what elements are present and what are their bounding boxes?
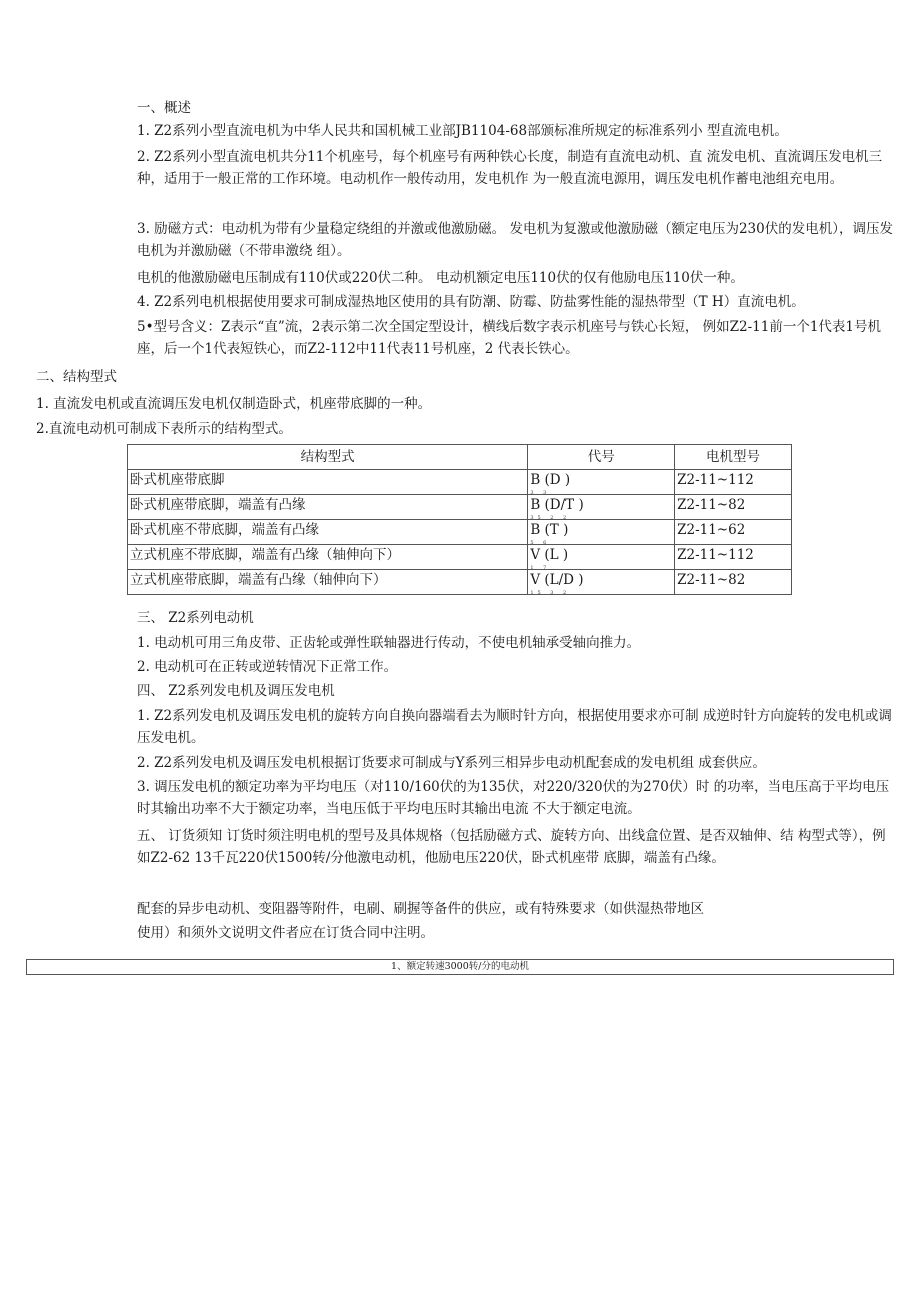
header-form: 结构型式 — [128, 445, 528, 470]
code-subscript: 3 3 — [530, 490, 551, 496]
section1-note: 电机的他激励磁电压制成有110伏或220伏二种。 电动机额定电压110伏的仅有他励电压110伏一种。 — [137, 270, 744, 286]
table-row — [128, 495, 792, 520]
code-subscript: 15 3 2 — [530, 590, 571, 596]
section2-item1: 1. 直流发电机或直流调压发电机仅制造卧式，机座带底脚的一种。 — [36, 396, 432, 412]
section4-heading: 四、 Z2系列发电机及调压发电机 — [137, 683, 335, 699]
cell-form: 卧式机座带底脚 — [128, 470, 528, 495]
cell-model: Z2-11~82 — [675, 570, 792, 595]
section1-item2: 2. Z2系列小型直流电机共分11个机座号，每个机座号有两种铁心长度，制造有直流电动机、直 流发电机、直流调压发电机三种，适用于一般正常的工作环境。电动机作一般传动用，发电机作 为一般直流电源用，调压发电机作蓄电池组充电用。 — [137, 149, 883, 187]
cell-model: Z2-11~62 — [675, 520, 792, 545]
section4-item3: 3. 调压发电机的额定功率为平均电压（对110/160伏的为135伏，对220/320伏的为270伏）时 的功率，当电压高于平均电压时其输出功率不大于额定功率，当电压低于平均电压时其输出电流 不大于额定电流。 — [137, 779, 890, 817]
section1-item1: 1. Z2系列小型直流电机为中华人民共和国机械工业部JB1104-68部颁标准所规定的标准系列小 型直流电机。 — [137, 123, 788, 139]
code-text: B (D ) — [530, 472, 571, 488]
table-row — [128, 470, 792, 495]
code-text: B (D/T ) — [530, 497, 584, 513]
table-row — [128, 570, 792, 595]
cell-code — [528, 470, 675, 495]
cell-model: Z2-11~112 — [675, 545, 792, 570]
cell-code — [528, 520, 675, 545]
footer-caption-box — [26, 959, 894, 975]
section1-heading: 一、概述 — [137, 100, 191, 116]
table-row — [128, 545, 792, 570]
code-subscript: 5 6 — [530, 540, 551, 546]
section2-heading: 二、结构型式 — [36, 369, 117, 385]
cell-form: 卧式机座带底脚，端盖有凸缘 — [128, 495, 528, 520]
cell-code — [528, 570, 675, 595]
cell-form: 立式机座不带底脚，端盖有凸缘（轴伸向下） — [128, 545, 528, 570]
code-text: B (T ) — [530, 522, 569, 538]
header-code: 代号 — [528, 445, 675, 470]
section2-item2: 2.直流电动机可制成下表所示的结构型式。 — [36, 421, 292, 437]
code-text: V (L ) — [530, 547, 569, 563]
section5-text: 五、 订货须知 订货时须注明电机的型号及具体规格（包括励磁方式、旋转方向、出线盒位置、是否双轴伸、结 构型式等），例如Z2-62 13千瓦220伏1500转/分他激电动机，他励电压220伏，卧式机座带 底脚，端盖有凸缘。 — [137, 828, 886, 866]
cell-model: Z2-11~82 — [675, 495, 792, 520]
table-row — [128, 520, 792, 545]
section1-item3: 3. 励磁方式：电动机为带有少量稳定绕组的并激或他激励磁。 发电机为复激或他激励磁（额定电压为230伏的发电机），调压发电机为并激励磁（不带串激绕 组）。 — [137, 221, 893, 259]
header-model: 电机型号 — [675, 445, 792, 470]
code-subscript: 35 2 2 — [530, 515, 571, 521]
table-header-row — [128, 445, 792, 470]
cell-model: Z2-11~112 — [675, 470, 792, 495]
section1-item4: 4. Z2系列电机根据使用要求可制成湿热地区使用的具有防潮、防霉、防盐雾性能的湿热带型（T H）直流电机。 — [137, 294, 805, 310]
structure-table — [127, 444, 792, 595]
section1-item5: 5•型号含义：Z表示“直”流，2表示第二次全国定型设计，横线后数字表示机座号与铁心长短， 例如Z2-11前一个1代表1号机座，后一个1代表短铁心，而Z2-112中11代表11号机座，2 代表长铁心。 — [137, 319, 882, 357]
section3-heading: 三、 Z2系列电动机 — [137, 610, 254, 626]
section3-item2: 2. 电动机可在正转或逆转情况下正常工作。 — [137, 659, 398, 675]
code-text: V (L/D ) — [530, 572, 584, 588]
footer-caption: 1、额定转速3000转/分的电动机 — [391, 961, 529, 972]
section5-extra-line2: 使用）和须外文说明文件者应在订货合同中注明。 — [137, 925, 434, 941]
code-subscript: 1 7 — [530, 565, 551, 571]
section3-item1: 1. 电动机可用三角皮带、正齿轮或弹性联轴器进行传动，不使电机轴承受轴向推力。 — [137, 635, 641, 651]
cell-form: 立式机座带底脚，端盖有凸缘（轴伸向下） — [128, 570, 528, 595]
section4-item2: 2. Z2系列发电机及调压发电机根据订货要求可制成与Y系列三相异步电动机配套成的发电机组 成套供应。 — [137, 755, 766, 771]
cell-form: 卧式机座不带底脚，端盖有凸缘 — [128, 520, 528, 545]
section4-item1: 1. Z2系列发电机及调压发电机的旋转方向自换向器端看去为顺时针方向，根据使用要求亦可制 成逆时针方向旋转的发电机或调压发电机。 — [137, 708, 892, 746]
section5-extra-line1: 配套的异步电动机、变阻器等附件，电刷、刷握等备件的供应，或有特殊要求（如供湿热带地区 — [137, 901, 704, 917]
cell-code — [528, 545, 675, 570]
cell-code — [528, 495, 675, 520]
